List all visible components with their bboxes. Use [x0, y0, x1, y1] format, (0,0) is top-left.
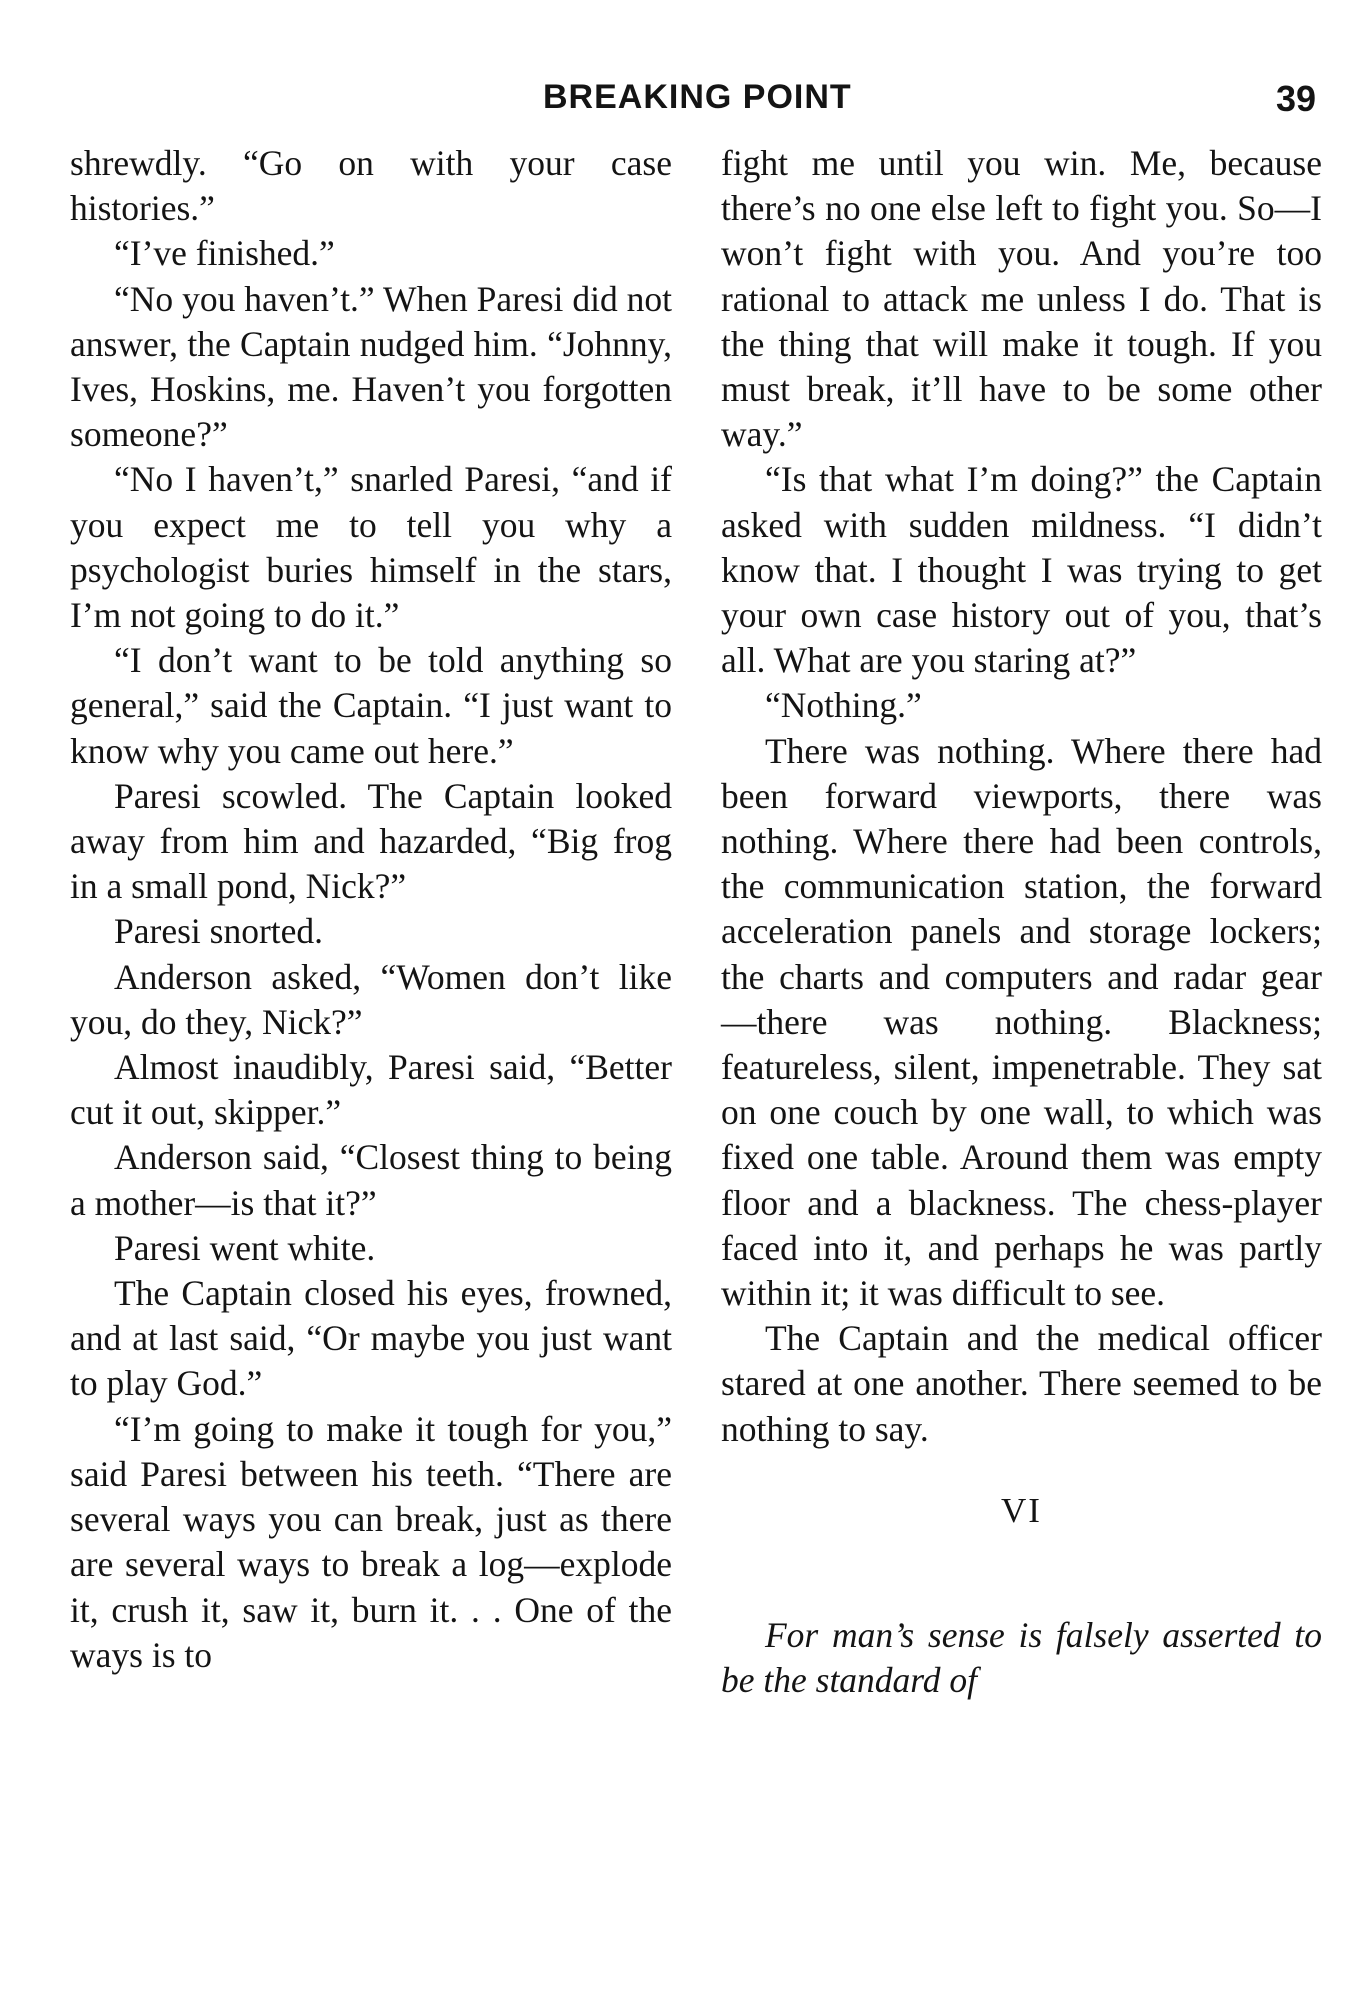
right-column: [721, 141, 1322, 1704]
paragraph: Anderson said, “Closest thing to being a mother—is that it?”: [70, 1137, 672, 1223]
paragraph: “No I haven’t,” snarled Paresi, “and if you expect me to tell you why a psychologist buries himself in the stars, I’m not going to do it.”: [70, 459, 672, 636]
paragraph: There was nothing. Where there had been forward viewports, there was nothing. Where there had been controls, the communication station, the forward acceleration panels and storage lockers; the charts and computers and radar gear—there was nothing. Blackness; featureless, silent, impenetrable. They sat on one couch by one wall, to which was fixed one table. Around them was empty floor and a blackness. The chess-player faced into it, and perhaps he was partly within it; it was difficult to see.: [721, 730, 1322, 1314]
paragraph: Paresi snorted.: [114, 911, 324, 952]
paragraph: “I’m going to make it tough for you,” said Paresi between his teeth. “There are several ways you can break, just as there are several ways to break a log—explode it, crush it, saw it, burn it. . . One of the ways is to: [70, 1408, 672, 1675]
paragraph: “Nothing.”: [765, 685, 922, 726]
page-header: [0, 78, 1361, 128]
page-number: 39: [1275, 78, 1316, 119]
paragraph: “I don’t want to be told anything so general,” said the Captain. “I just want to know why you came out here.”: [70, 640, 672, 771]
running-title: BREAKING POINT: [543, 78, 852, 116]
paragraph: shrewdly. “Go on with your case histories.”: [70, 143, 672, 229]
paragraph: Almost inaudibly, Paresi said, “Better cut it out, skipper.”: [70, 1047, 672, 1133]
paragraph: The Captain and the medical officer stared at one another. There seemed to be nothing to say.: [721, 1318, 1322, 1449]
paragraph: fight me until you win. Me, because there’s no one else left to fight you. So—I won’t fight with you. And you’re too rational to attack me unless I do. That is the thing that will make it tough. If you must break, it’ll have to be some other way.”: [721, 143, 1322, 455]
paragraph: Paresi scowled. The Captain looked away from him and hazarded, “Big frog in a small pond, Nick?”: [70, 775, 672, 907]
paragraph: The Captain closed his eyes, frowned, and at last said, “Or maybe you just want to play God.”: [70, 1273, 672, 1404]
section-heading: VI: [1001, 1490, 1042, 1530]
left-column: [70, 141, 672, 1678]
paragraph: “Is that what I’m doing?” the Captain asked with sudden mildness. “I didn’t know that. I thought I was trying to get your own case history out of you, that’s all. What are you staring at?”: [721, 459, 1322, 681]
paragraph: “No you haven’t.” When Paresi did not answer, the Captain nudged him. “Johnny, Ives, Hoskins, me. Haven’t you forgotten someone?”: [70, 278, 672, 455]
epigraph: For man’s sense is falsely asserted to be the standard of: [721, 1615, 1322, 1701]
paragraph: “I’ve finished.”: [114, 233, 335, 274]
paragraph: Paresi went white.: [114, 1227, 376, 1268]
paragraph: Anderson asked, “Women don’t like you, do they, Nick?”: [70, 956, 672, 1042]
